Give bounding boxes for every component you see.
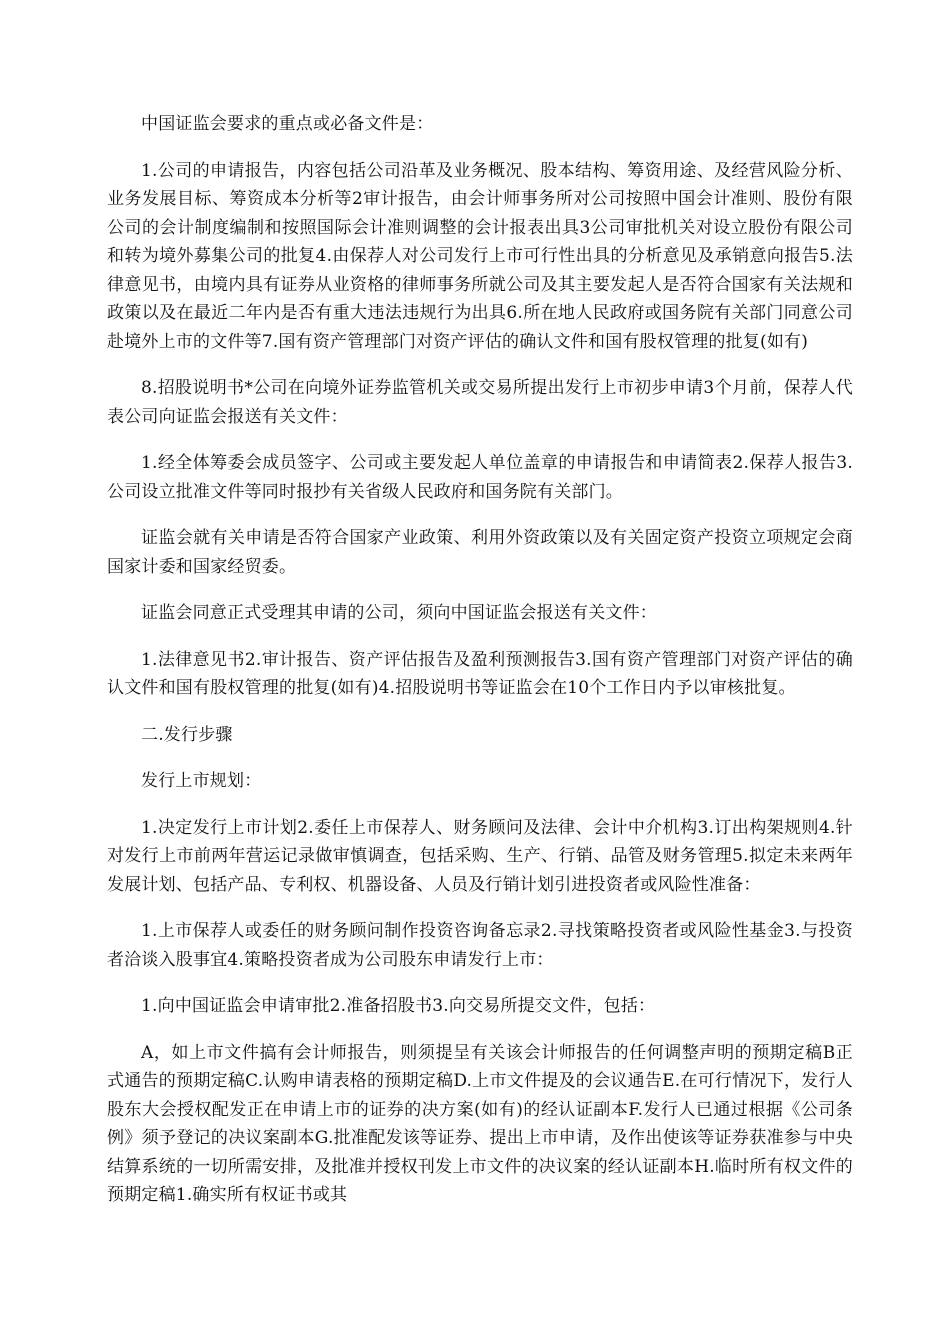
paragraph-listing-plan-steps: 1.决定发行上市计划2.委任上市保荐人、财务顾问及法律、会计中介机构3.订出构架规则4.针对发行上市前两年营运记录做审慎调查，包括采购、生产、行销、品管及财务管理5.拟定未来两年发展计划、包括产品、专利权、机器设备、人员及行销计划引进投资者或风险性准备： <box>107 817 853 895</box>
document-page <box>107 110 853 1210</box>
paragraph-formal-acceptance: 证监会同意正式受理其申请的公司，须向中国证监会报送有关文件： <box>141 603 657 623</box>
paragraph-acceptance-documents: 1.法律意见书2.审计报告、资产评估报告及盈利预测报告3.国有资产管理部门对资产评估的确认文件和国有股权管理的批复(如有)4.招股说明书等证监会在10个工作日内予以审核批复。 <box>107 649 853 698</box>
section-heading-issuance-steps: 二.发行步骤 <box>141 724 233 745</box>
subheading-listing-plan: 发行上市规划： <box>141 771 262 791</box>
paragraph-required-documents-intro: 中国证监会要求的重点或必备文件是： <box>141 114 434 134</box>
paragraph-application-report: 1.经全体筹委会成员签字、公司或主要发起人单位盖章的申请报告和申请简表2.保荐人报告3.公司设立批准文件等同时报抄有关省级人民政府和国务院有关部门。 <box>107 453 853 502</box>
paragraph-required-documents-list: 1.公司的申请报告，内容包括公司沿革及业务概况、股本结构、筹资用途、及经营风险分析、业务发展目标、筹资成本分析等2审计报告，由会计师事务所对公司按照中国会计准则、股份有限公司的会计制度编制和按照国际会计准则调整的会计报表出具3公司审批机关对设立股份有限公司和转为境外募集公司的批复4.由保荐人对公司发行上市可行性出具的分析意见及承销意向报告5.法律意见书，由境内具有证券从业资格的律师事务所就公司及其主要发起人是否符合国家有关法规和政策以及在最近二年内是否有重大违法违规行为出具6.所在地人民政府或国务院有关部门同意公司赴境外上市的文件等7.国有资产管理部门对资产评估的确认文件和国有股权管理的批复(如有) <box>107 160 853 352</box>
paragraph-policy-consultation: 证监会就有关申请是否符合国家产业政策、利用外资政策以及有关固定资产投资立项规定会商国家计委和国家经贸委。 <box>107 528 853 577</box>
paragraph-exchange-documents: A，如上市文件搞有会计师报告，则须提呈有关该会计师报告的任何调整声明的预期定稿B正式通告的预期定稿C.认购申请表格的预期定稿D.上市文件提及的会议通告E.在可行情况下，发行人股东大会授权配发正在申请上市的证券的决方案(如有)的经认证副本F.发行人已通过根据《公司条例》须予登记的决议案副本G.批准配发该等证券、提出上市申请，及作出使该等证券获准参与中央结算系统的一切所需安排，及批准并授权刊发上市文件的决议案的经认证副本H.临时所有权文件的预期定稿1.确实所有权证书或其 <box>107 1042 853 1205</box>
paragraph-prospectus-submission: 8.招股说明书*公司在向境外证券监管机关或交易所提出发行上市初步申请3个月前，保荐人代表公司向证监会报送有关文件： <box>107 378 853 427</box>
paragraph-application-steps: 1.向中国证监会申请审批2.准备招股书3.向交易所提交文件，包括： <box>141 996 656 1016</box>
paragraph-investor-steps: 1.上市保荐人或委任的财务顾问制作投资咨询备忘录2.寻找策略投资者或风险性基金3.与投资者洽谈入股事宜4.策略投资者成为公司股东申请发行上市： <box>107 921 853 970</box>
